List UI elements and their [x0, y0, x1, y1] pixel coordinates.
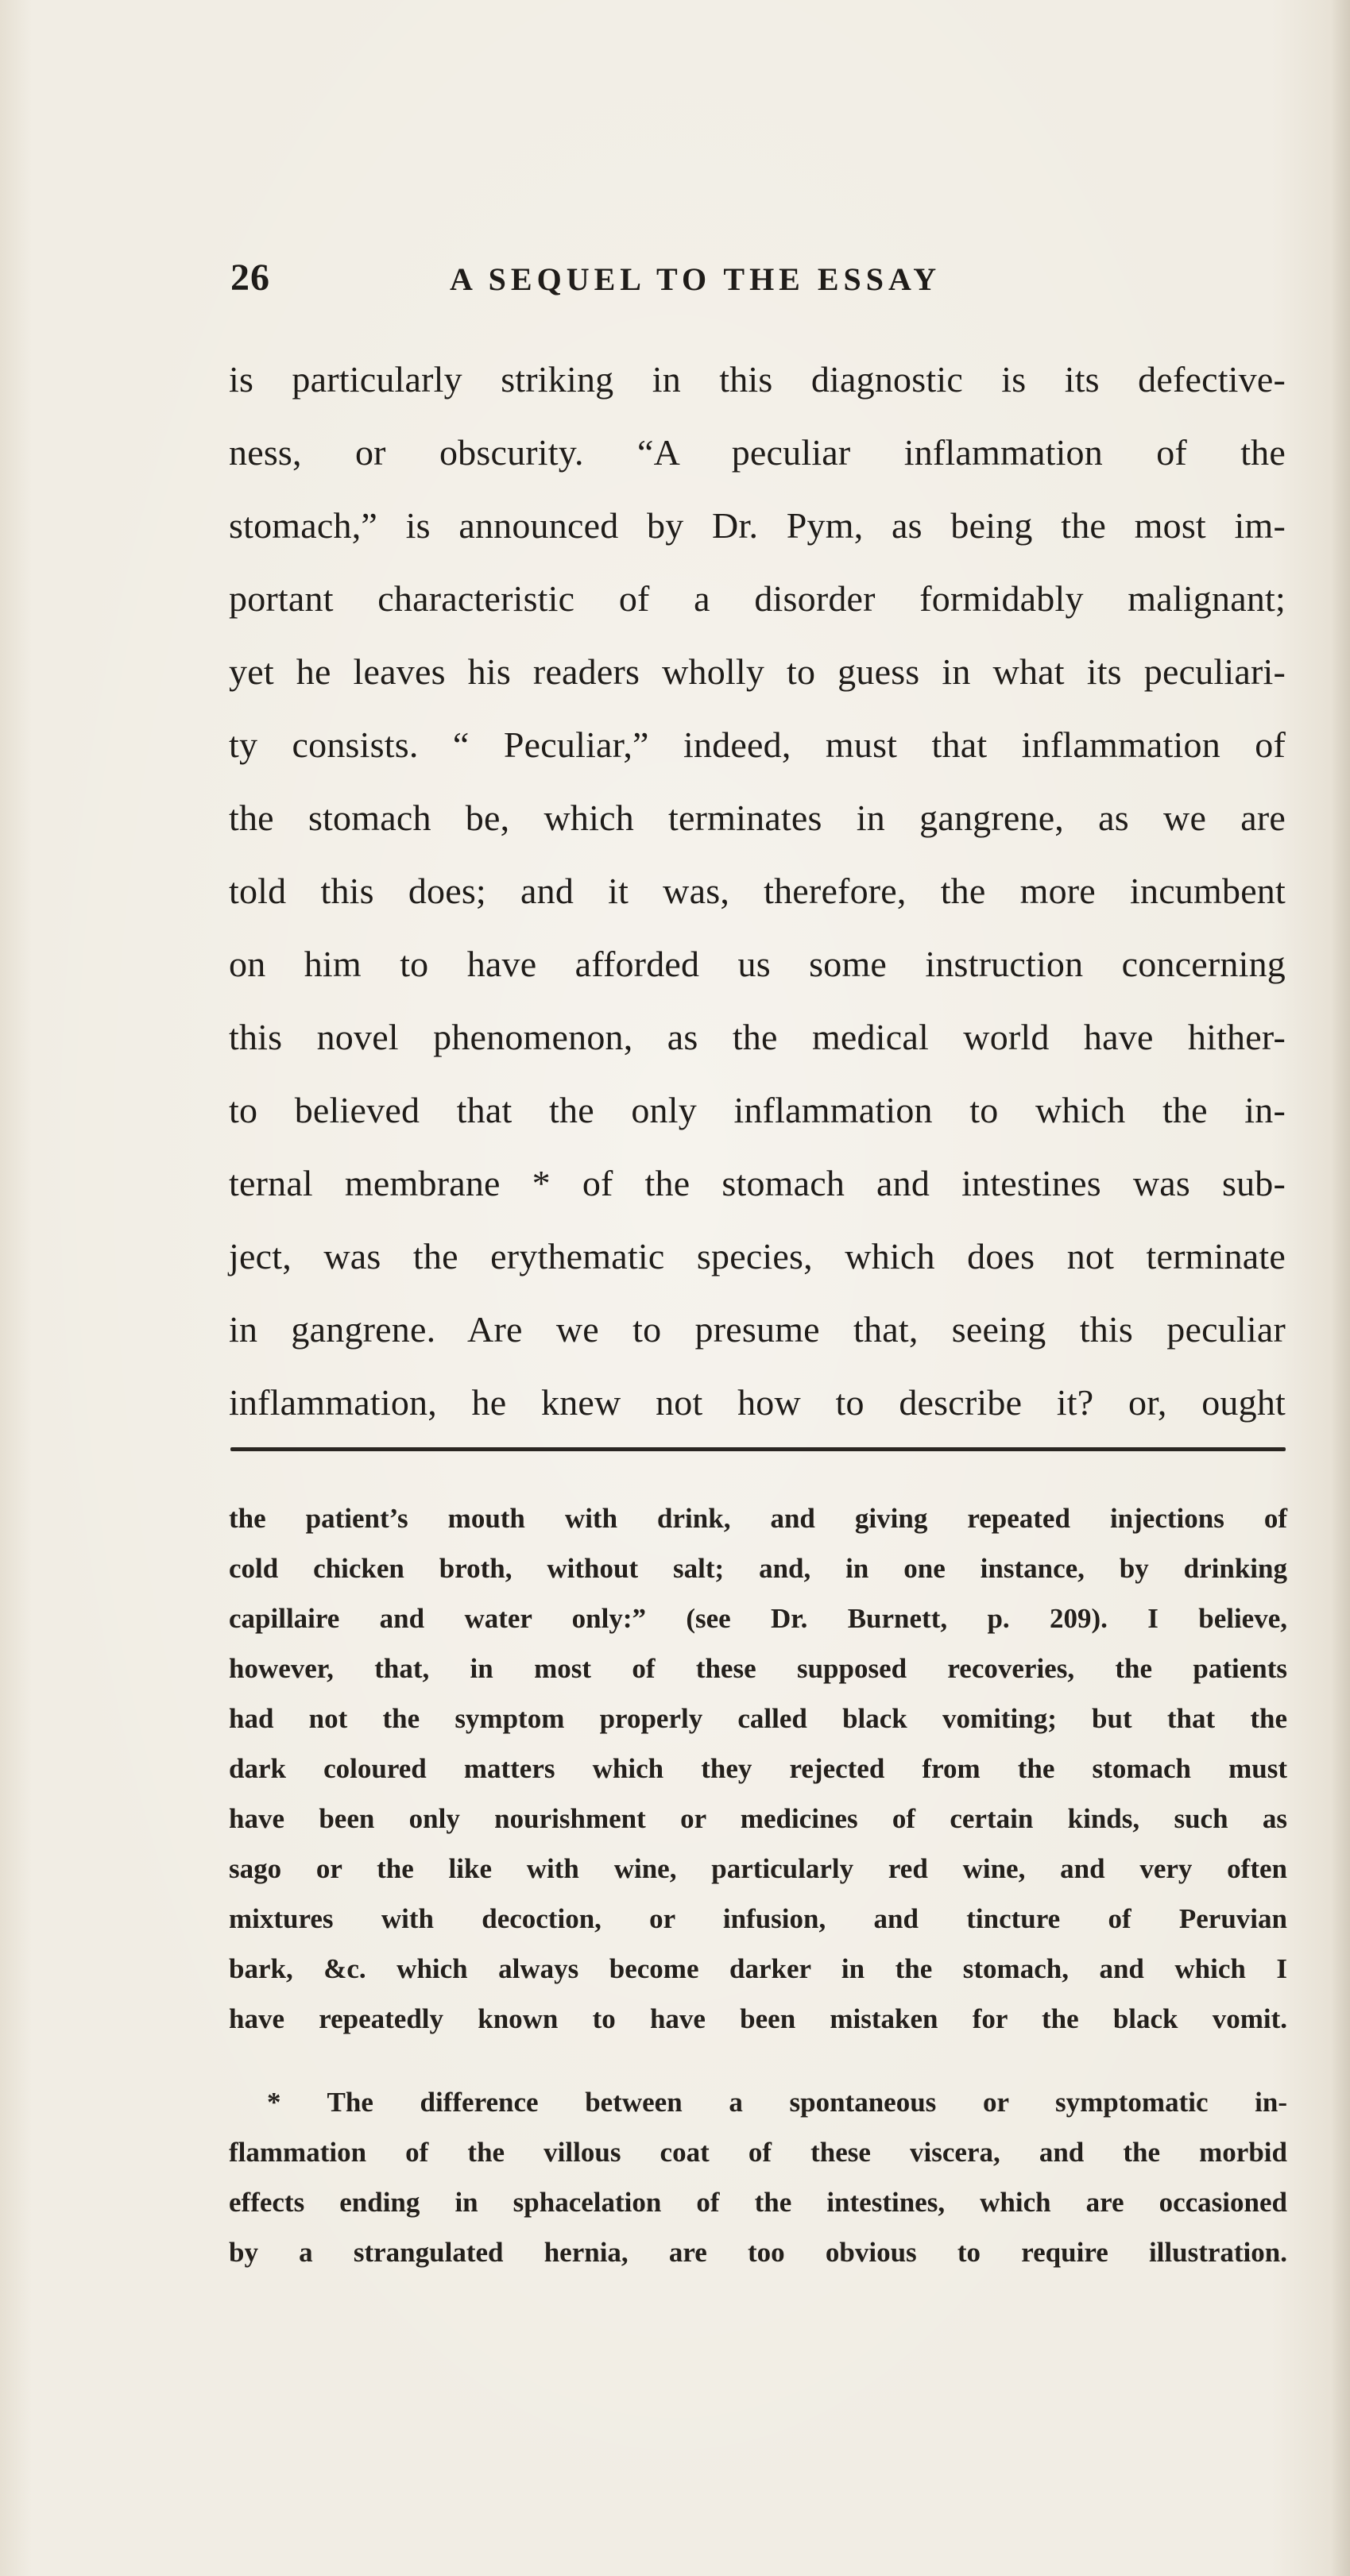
footnote-line: dark coloured matters which they rejected from the stomach must [229, 1753, 1287, 1784]
text-line: portant characteristic of a disorder formidably malignant; [229, 578, 1286, 619]
page-number: 26 [230, 257, 270, 299]
footnote-line: capillaire and water only:” (see Dr. Burnett, p. 209). I believe, [229, 1603, 1287, 1634]
footnote-line: effects ending in sphacelation of the intestines, which are occasioned [229, 2187, 1287, 2218]
footnote-line: the patient’s mouth with drink, and giving repeated injections of [229, 1503, 1287, 1534]
text-line: told this does; and it was, therefore, the more incumbent [229, 871, 1286, 911]
text-line: this novel phenomenon, as the medical world have hither- [229, 1017, 1286, 1057]
running-title: A SEQUEL TO THE ESSAY [450, 261, 942, 297]
text-line: to believed that the only inflammation to which the in- [229, 1090, 1286, 1130]
page-edge-shadow [1331, 0, 1350, 2576]
footnote-line: have been only nourishment or medicines of certain kinds, such as [229, 1803, 1287, 1834]
footnote-asterisk [229, 2077, 1287, 2277]
footnote-continued [229, 1493, 1287, 2044]
text-line: ty consists. “ Peculiar,” indeed, must that inflammation of [229, 724, 1286, 765]
text-line: ternal membrane * of the stomach and intestines was sub- [229, 1163, 1286, 1203]
footnote-line: * The difference between a spontaneous or symptomatic in- [267, 2087, 1287, 2118]
text-line: stomach,” is announced by Dr. Pym, as being the most im- [229, 505, 1286, 546]
footnote-gap [229, 2044, 1287, 2077]
text-line: the stomach be, which terminates in gangrene, as we are [229, 798, 1286, 838]
text-line: ject, was the erythematic species, which does not terminate [229, 1236, 1286, 1276]
footnote-line: have repeatedly known to have been mistaken for the black vomit. [229, 2003, 1287, 2034]
text-line: in gangrene. Are we to presume that, seeing this peculiar [229, 1309, 1286, 1350]
footnote-line: cold chicken broth, without salt; and, in one instance, by drinking [229, 1553, 1287, 1584]
running-head [230, 246, 1287, 310]
text-line: is particularly striking in this diagnostic is its defective- [229, 359, 1286, 400]
footnotes [229, 1493, 1287, 2277]
text-line: on him to have afforded us some instruction concerning [229, 944, 1286, 984]
footnote-line: sago or the like with wine, particularly red wine, and very often [229, 1853, 1287, 1884]
footnote-line: had not the symptom properly called black vomiting; but that the [229, 1703, 1287, 1734]
footnote-line: however, that, in most of these supposed recoveries, the patients [229, 1653, 1287, 1684]
text-line: yet he leaves his readers wholly to guess in what its peculiari- [229, 651, 1286, 692]
footnote-line: mixtures with decoction, or infusion, and tincture of Peruvian [229, 1903, 1287, 1934]
footnote-line: by a strangulated hernia, are too obvious to require illustration. [229, 2237, 1287, 2268]
text-line: ness, or obscurity. “A peculiar inflammation of the [229, 432, 1286, 473]
footnote-rule [230, 1447, 1286, 1451]
footnote-line: bark, &c. which always become darker in the stomach, and which I [229, 1953, 1287, 1984]
footnote-line: flammation of the villous coat of these viscera, and the morbid [229, 2137, 1287, 2168]
text-line: inflammation, he knew not how to describe it? or, ought [229, 1382, 1286, 1423]
main-text [229, 343, 1286, 1439]
